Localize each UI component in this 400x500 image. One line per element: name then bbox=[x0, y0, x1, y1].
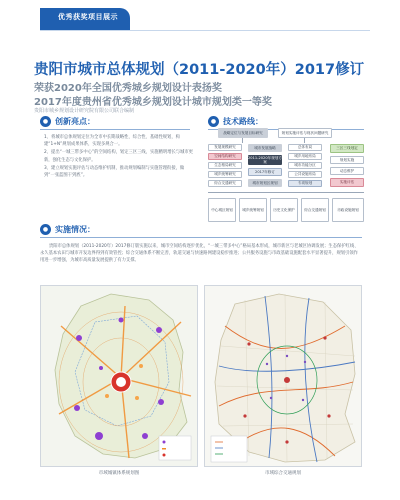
map-urban-system bbox=[40, 285, 198, 467]
flow-box: 空间结构研究 bbox=[208, 153, 242, 160]
flow-box: 综合交通规划 bbox=[301, 198, 329, 222]
flow-box: 城乡用地布局 bbox=[288, 153, 322, 160]
section-underline bbox=[40, 237, 362, 238]
flow-box: 城乡统筹规划 bbox=[239, 198, 267, 222]
flow-box: 城市发展战略 bbox=[248, 144, 282, 152]
bullet-icon: ● bbox=[40, 224, 51, 235]
section-implementation-label: 实施情况： bbox=[55, 225, 95, 234]
flow-box: 中心城区规划 bbox=[208, 198, 236, 222]
flow-box: 三区三线划定 bbox=[330, 144, 364, 153]
bullet-icon: ● bbox=[40, 116, 51, 127]
authors-line: 贵阳市城乡规划设计研究院有限公司联合编制 bbox=[34, 108, 135, 114]
map-transport bbox=[204, 285, 362, 467]
map-caption: 市域综合交通规划 bbox=[265, 471, 301, 476]
innovation-point: 1、将城市总体规划定位为全市中长期战略性、综合性、基础性规划，构建“1+N”规划成果体系，实现多规合一。 bbox=[44, 135, 180, 148]
page-title: 贵阳市城市总体规划（2011-2020年）2017修订 bbox=[34, 62, 365, 78]
flow-connector bbox=[208, 192, 364, 193]
flow-box: 历史文化保护 bbox=[270, 198, 298, 222]
section-roadmap-label: 技术路线： bbox=[223, 117, 263, 126]
innovation-points bbox=[44, 134, 194, 180]
bullet-icon: ● bbox=[208, 116, 219, 127]
innovation-point: 3、建立规划实施评估与动态维护机制，推动规划编制与实施管理衔接，做到“一张蓝图干到底”。 bbox=[44, 165, 185, 179]
flow-box: 规划实施 bbox=[330, 156, 364, 164]
award-line-2: 2017年度贵州省优秀城乡规划设计城市规划类一等奖 bbox=[34, 97, 272, 108]
flow-box: 发展规模研究 bbox=[208, 144, 242, 151]
section-roadmap-title bbox=[208, 116, 263, 127]
flow-box: 城乡统筹研究 bbox=[208, 171, 242, 178]
flow-box: 生态格局研究 bbox=[208, 162, 242, 169]
flow-box: 动态维护 bbox=[330, 167, 364, 175]
flow-box: 城市规划区规划 bbox=[248, 179, 282, 187]
flow-box: 实施评估 bbox=[330, 178, 364, 187]
flow-box: 总体布局 bbox=[288, 144, 322, 151]
flow-box: 城市功能分区 bbox=[288, 162, 322, 169]
flow-box: 2017年修订 bbox=[248, 168, 282, 176]
flow-arrow bbox=[304, 138, 305, 143]
map-caption: 市域城镇体系规划图 bbox=[98, 471, 140, 476]
flow-box: 2011-2020年规划方案 bbox=[248, 155, 282, 164]
flow-box: 规划实施评估与现状问题研究 bbox=[278, 128, 332, 138]
implementation-text: 贵阳市总体规划（2011-2020年）2017修订版实施以来，城市空间结构逐步优化，“一城三带多中心”格局基本形成，城市新区与老城区协调发展；生态保护红线、永久基本农田与城市开发边界得到有效管控；综合交通体系不断完善，轨道交通与快速路网建设稳步推进；公共服务设施与市政基础设施配套水平显著提升，规划引领作用进一步增强，为城市高质量发展提供了有力支撑。 bbox=[40, 244, 359, 264]
section-innovation-label: 创新亮点： bbox=[55, 117, 95, 126]
flow-box: 综合交通研究 bbox=[208, 180, 242, 187]
innovation-point: 2、提出“一城三带多中心”的空间结构，划定三区三线，实施精明增长与城市更新，强化生态与文化保护。 bbox=[44, 150, 193, 163]
section-underline bbox=[40, 129, 190, 130]
header-divider bbox=[40, 30, 370, 31]
flow-box: 公共设施布局 bbox=[288, 171, 322, 178]
section-innovation-title bbox=[40, 116, 95, 127]
flow-box: 市政设施规划 bbox=[332, 198, 364, 222]
technical-roadmap-diagram bbox=[208, 128, 366, 230]
urban-system-map-graphic bbox=[41, 286, 198, 467]
flow-box: 战略定位与发展目标研究 bbox=[218, 128, 268, 138]
header-label: 优秀获奖项目展示 bbox=[58, 13, 118, 21]
flow-box: 专项规划 bbox=[288, 180, 322, 187]
transport-map-graphic bbox=[205, 286, 362, 467]
section-implementation-title bbox=[40, 224, 95, 235]
award-line-1: 荣获2020年全国优秀城乡规划设计表扬奖 bbox=[34, 83, 222, 94]
flow-arrow bbox=[242, 138, 243, 143]
